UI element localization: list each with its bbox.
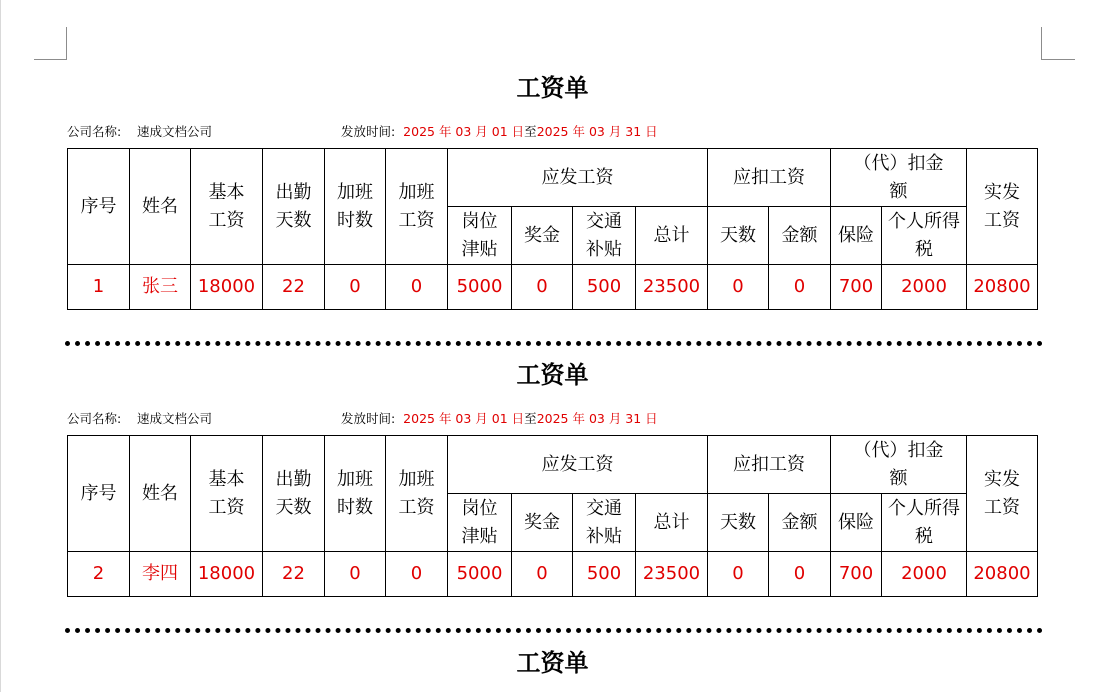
slip-title: 工资单	[516, 73, 589, 102]
crop-mark-top-right-horizontal	[1042, 59, 1075, 60]
cell-insurance: 700	[831, 265, 882, 310]
cell-bonus: 0	[512, 552, 573, 597]
header-name: 姓名	[130, 149, 191, 265]
company-label: 公司名称:	[67, 411, 122, 426]
cell-position-allowance: 5000	[448, 265, 512, 310]
cell-base-salary: 18000	[191, 552, 263, 597]
header-deduct-amount: 金额	[769, 207, 831, 265]
header-overtime-hours: 加班时数	[325, 149, 386, 265]
header-net-pay: 实发工资	[967, 436, 1038, 552]
header-payable-group: 应发工资	[448, 436, 708, 494]
header-deduction-group: 应扣工资	[708, 149, 831, 207]
header-seq: 序号	[68, 149, 130, 265]
date-to: 2025 年 03 月 31 日	[536, 411, 658, 426]
header-net-pay: 实发工资	[967, 149, 1038, 265]
payslip-2	[67, 360, 1038, 597]
header-income-tax: 个人所得税	[882, 207, 967, 265]
table-row	[68, 265, 1038, 310]
header-seq: 序号	[68, 436, 130, 552]
cell-insurance: 700	[831, 552, 882, 597]
pay-period	[341, 123, 658, 141]
header-overtime-hours: 加班时数	[325, 436, 386, 552]
cell-deduct-days: 0	[708, 552, 769, 597]
header-row-1	[68, 149, 1038, 207]
cell-position-allowance: 5000	[448, 552, 512, 597]
table-row	[68, 552, 1038, 597]
header-row-1	[68, 436, 1038, 494]
header-bonus: 奖金	[512, 207, 573, 265]
cell-deduct-days: 0	[708, 265, 769, 310]
cut-line-2	[65, 628, 1043, 633]
header-insurance: 保险	[831, 494, 882, 552]
cell-overtime-pay: 0	[386, 552, 448, 597]
cut-line-1	[65, 341, 1043, 346]
page-edge	[0, 0, 1, 692]
payroll-table	[67, 435, 1038, 597]
header-insurance: 保险	[831, 207, 882, 265]
cell-total: 23500	[636, 265, 708, 310]
cell-transport-allowance: 500	[573, 552, 636, 597]
company-label: 公司名称:	[67, 124, 122, 139]
cell-transport-allowance: 500	[573, 265, 636, 310]
header-deduction-group: 应扣工资	[708, 436, 831, 494]
header-withholding-group: （代）扣金额	[831, 436, 967, 494]
date-to: 2025 年 03 月 31 日	[536, 124, 658, 139]
date-to-word: 至	[524, 124, 537, 139]
cell-deduct-amount: 0	[769, 265, 831, 310]
cell-deduct-amount: 0	[769, 552, 831, 597]
cell-bonus: 0	[512, 265, 573, 310]
header-base-salary: 基本工资	[191, 149, 263, 265]
cell-net-pay: 20800	[967, 265, 1038, 310]
header-position-allowance: 岗位津贴	[448, 207, 512, 265]
header-name: 姓名	[130, 436, 191, 552]
cell-name: 李四	[130, 552, 191, 597]
cell-attendance-days: 22	[263, 552, 325, 597]
cell-overtime-hours: 0	[325, 552, 386, 597]
date-to-word: 至	[524, 411, 537, 426]
cell-name: 张三	[130, 265, 191, 310]
crop-mark-top-left-horizontal	[34, 59, 67, 60]
date-label: 发放时间:	[341, 124, 396, 139]
crop-mark-top-right-vertical	[1041, 27, 1042, 60]
header-overtime-pay: 加班工资	[386, 436, 448, 552]
header-total: 总计	[636, 207, 708, 265]
cell-overtime-hours: 0	[325, 265, 386, 310]
company-name: 速成文档公司	[137, 124, 213, 139]
cell-income-tax: 2000	[882, 552, 967, 597]
header-base-salary: 基本工资	[191, 436, 263, 552]
cell-net-pay: 20800	[967, 552, 1038, 597]
cell-overtime-pay: 0	[386, 265, 448, 310]
header-deduct-amount: 金额	[769, 494, 831, 552]
slip-info-row	[67, 123, 1038, 141]
pay-period	[341, 410, 658, 428]
header-transport-allowance: 交通补贴	[573, 494, 636, 552]
payslip-1	[67, 73, 1038, 310]
slip-title: 工资单	[516, 360, 589, 389]
cell-seq: 1	[68, 265, 130, 310]
date-from: 2025 年 03 月 01 日	[403, 124, 525, 139]
header-position-allowance: 岗位津贴	[448, 494, 512, 552]
header-bonus: 奖金	[512, 494, 573, 552]
slip-info-row	[67, 410, 1038, 428]
header-total: 总计	[636, 494, 708, 552]
header-attendance-days: 出勤天数	[263, 436, 325, 552]
cell-base-salary: 18000	[191, 265, 263, 310]
slip-title: 工资单	[516, 648, 589, 677]
header-overtime-pay: 加班工资	[386, 149, 448, 265]
date-label: 发放时间:	[341, 411, 396, 426]
header-withholding-group: （代）扣金额	[831, 149, 967, 207]
cell-seq: 2	[68, 552, 130, 597]
cell-income-tax: 2000	[882, 265, 967, 310]
header-attendance-days: 出勤天数	[263, 149, 325, 265]
header-transport-allowance: 交通补贴	[573, 207, 636, 265]
cell-attendance-days: 22	[263, 265, 325, 310]
crop-mark-top-left-vertical	[66, 27, 67, 60]
company-name: 速成文档公司	[137, 411, 213, 426]
payroll-table	[67, 148, 1038, 310]
header-deduct-days: 天数	[708, 494, 769, 552]
cell-total: 23500	[636, 552, 708, 597]
header-payable-group: 应发工资	[448, 149, 708, 207]
header-deduct-days: 天数	[708, 207, 769, 265]
date-from: 2025 年 03 月 01 日	[403, 411, 525, 426]
payslip-3	[67, 648, 1038, 678]
header-income-tax: 个人所得税	[882, 494, 967, 552]
